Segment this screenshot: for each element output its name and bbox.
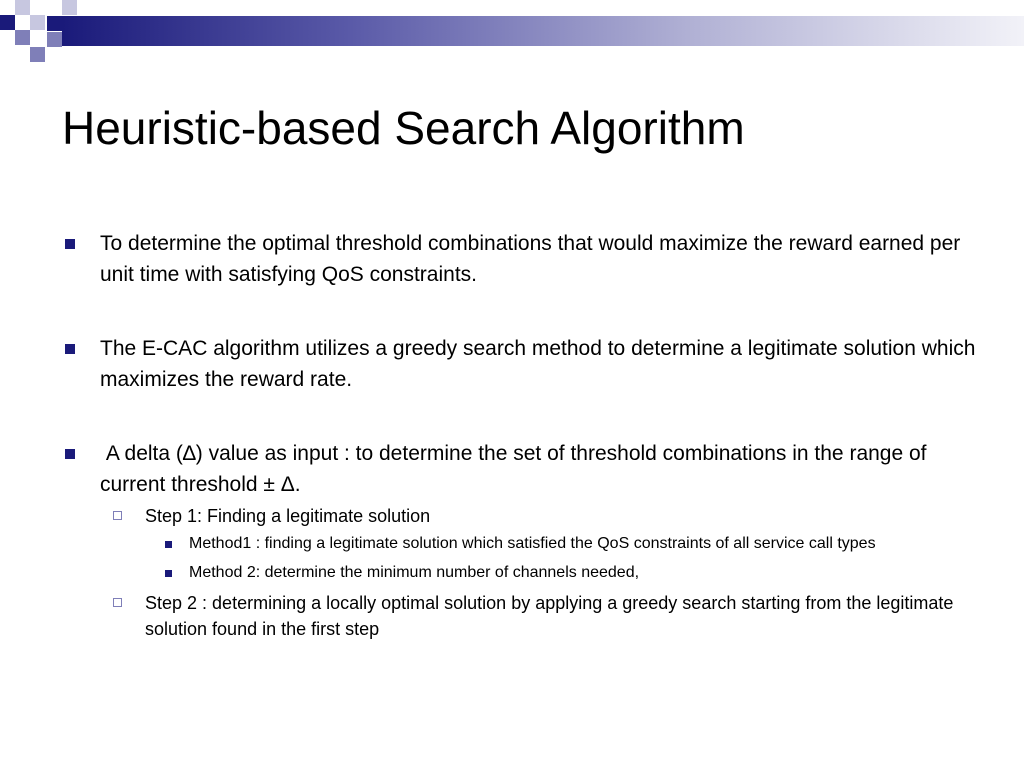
sub-sub-bullet-item bbox=[62, 561, 982, 585]
deco-square bbox=[62, 0, 77, 15]
sub-bullet-item bbox=[62, 590, 982, 642]
bullet-text: The E-CAC algorithm utilizes a greedy search method to determine a legitimate solution which maximizes the reward rate. bbox=[100, 337, 976, 391]
sub-sub-bullet-text: Method 2: determine the minimum number of channels needed, bbox=[189, 564, 640, 581]
square-bullet-icon bbox=[65, 344, 75, 354]
deco-square bbox=[30, 15, 45, 30]
deco-square bbox=[0, 15, 15, 30]
square-bullet-icon bbox=[165, 570, 172, 577]
sub-bullet-text: Step 1: Finding a legitimate solution bbox=[145, 506, 431, 526]
deco-square bbox=[47, 32, 62, 47]
slide-content bbox=[62, 228, 982, 642]
bullet-item bbox=[62, 333, 982, 395]
square-bullet-icon bbox=[65, 239, 75, 249]
sub-sub-bullet-item bbox=[62, 532, 982, 556]
hollow-square-bullet-icon bbox=[113, 511, 122, 520]
deco-square bbox=[15, 30, 30, 45]
sub-bullet-item bbox=[62, 503, 982, 529]
deco-square bbox=[15, 0, 30, 15]
square-bullet-icon bbox=[165, 541, 172, 548]
bullet-text: A delta (∆) value as input : to determine the set of threshold combinations in the range of current threshold ± Δ. bbox=[100, 442, 933, 496]
slide-title: Heuristic-based Search Algorithm bbox=[62, 102, 745, 154]
square-bullet-icon bbox=[65, 449, 75, 459]
hollow-square-bullet-icon bbox=[113, 598, 122, 607]
deco-square bbox=[47, 16, 62, 31]
bullet-text: To determine the optimal threshold combinations that would maximize the reward earned per unit time with satisfying QoS constraints. bbox=[100, 232, 961, 286]
bullet-item bbox=[62, 438, 982, 500]
sub-sub-bullet-text: Method1 : finding a legitimate solution which satisfied the QoS constraints of all service call types bbox=[189, 535, 876, 552]
header-gradient-bar bbox=[62, 16, 1024, 46]
sub-bullet-text: Step 2 : determining a locally optimal solution by applying a greedy search starting from the legitimate solution found in the first step bbox=[145, 593, 954, 639]
deco-square bbox=[30, 47, 45, 62]
bullet-item bbox=[62, 228, 982, 290]
